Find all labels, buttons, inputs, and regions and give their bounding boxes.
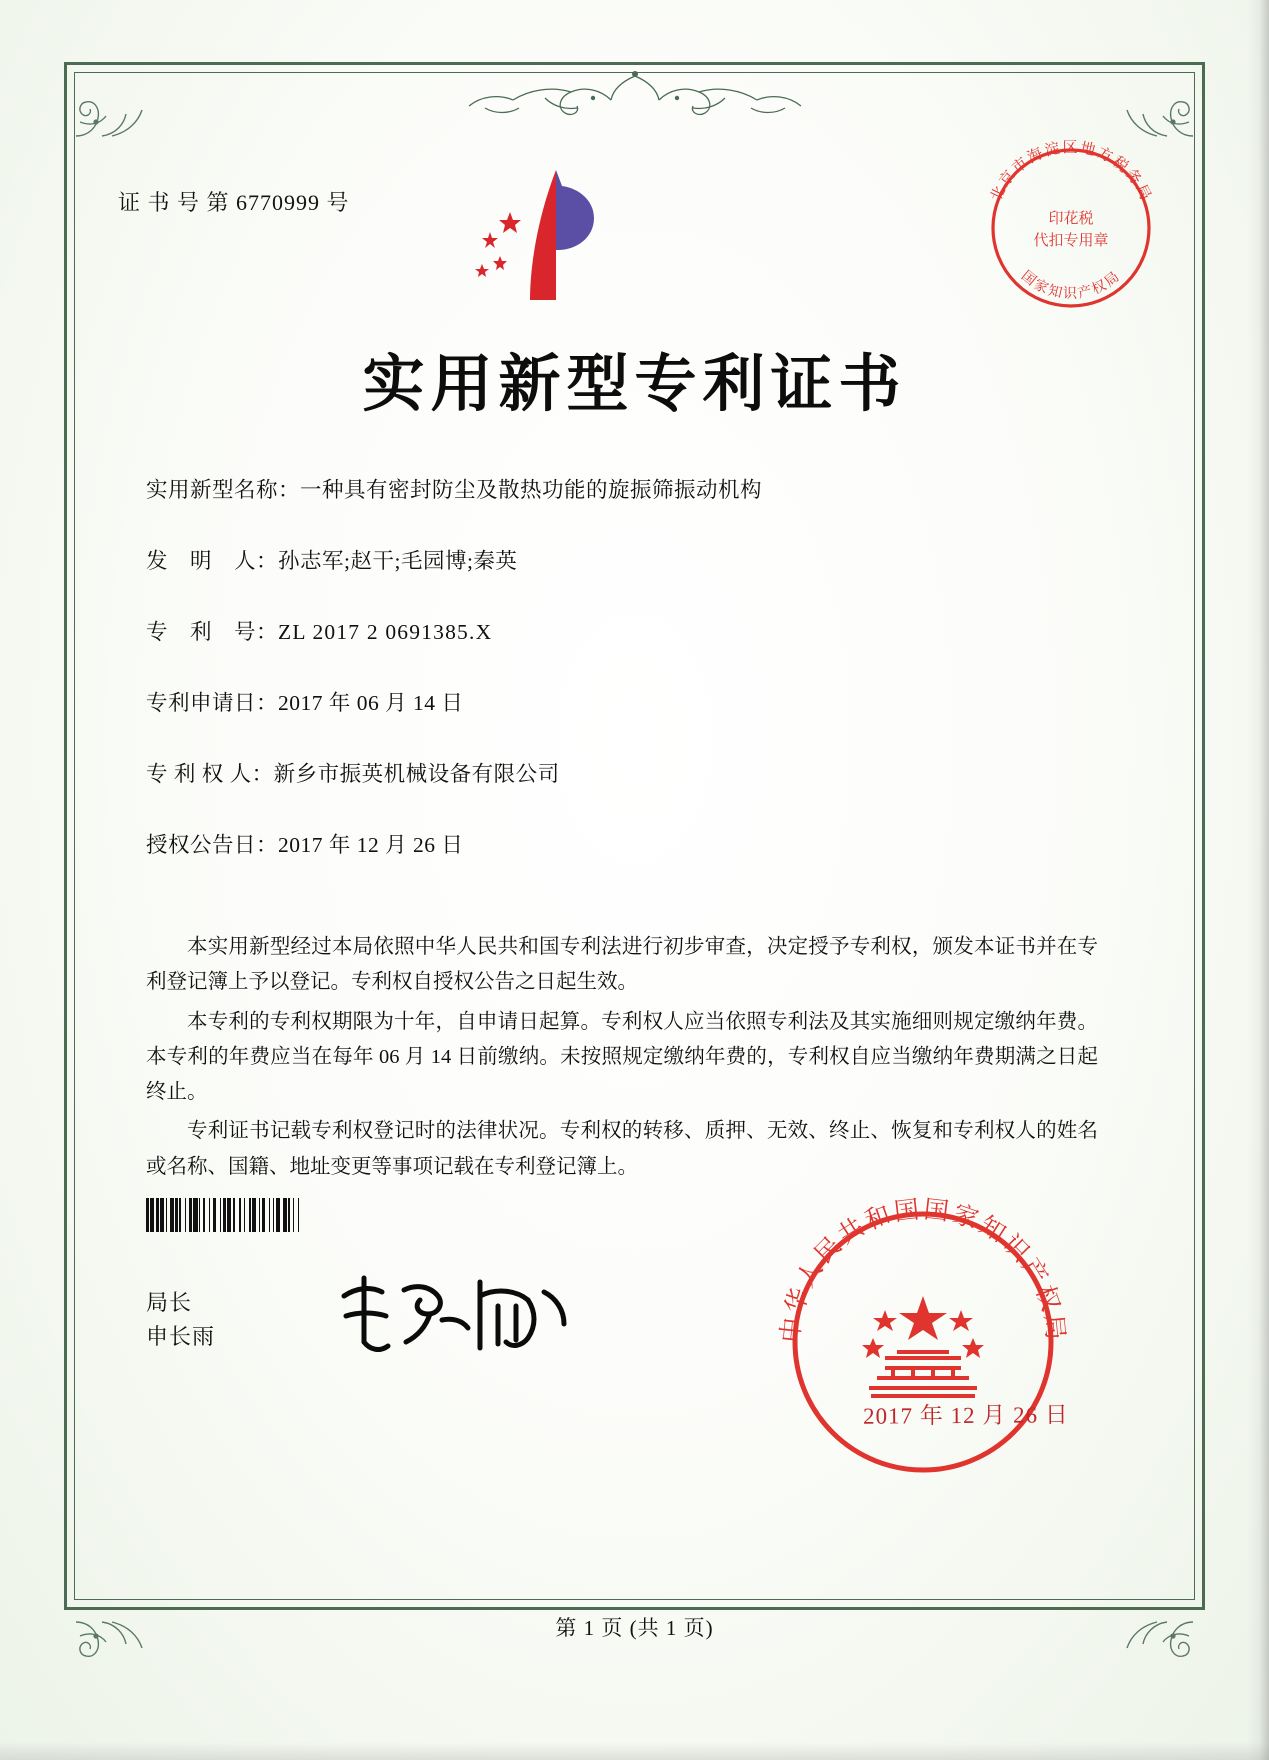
field-row (146, 830, 1106, 860)
director-signature-block (146, 1286, 215, 1354)
handwritten-signature-icon (330, 1262, 580, 1362)
field-value: 孙志军;赵干;毛园博;秦英 (278, 549, 518, 574)
svg-text:北京市海淀区地方税务局: 北京市海淀区地方税务局 (986, 138, 1156, 205)
cnipa-logo-icon (470, 160, 630, 310)
field-label: 专 利 权 人： (146, 762, 274, 787)
field-label: 授权公告日： (146, 833, 279, 858)
field-label: 实用新型名称： (146, 478, 301, 502)
field-label: 专 利 号： (146, 620, 279, 645)
field-value: 一种具有密封防尘及散热功能的旋振筛振动机构 (300, 478, 763, 502)
header-ornament-icon (425, 68, 845, 126)
director-role-label: 局长 (146, 1290, 193, 1315)
svg-text:中华人民共和国国家知识产权局: 中华人民共和国国家知识产权局 (775, 1194, 1071, 1344)
svg-text:代扣专用章: 代扣专用章 (1033, 231, 1109, 249)
scan-edge-shadow (0, 1742, 1269, 1760)
national-seal-stamp (773, 1192, 1073, 1492)
certificate-number: 证 书 号 第 6770999 号 (118, 190, 350, 215)
field-row (146, 759, 1106, 789)
scan-edge-shadow (1247, 0, 1269, 1760)
body-paragraph: 本实用新型经过本局依照中华人民共和国专利法进行初步审查，决定授予专利权，颁发本证书并在专利登记簿上予以登记。专利权自授权公告之日起生效。 (146, 936, 1098, 994)
tax-office-stamp (971, 128, 1171, 328)
page-footer: 第 1 页 (共 1 页) (555, 1616, 714, 1640)
field-value: 2017 年 06 月 14 日 (278, 691, 464, 716)
body-paragraph: 本专利的专利权期限为十年，自申请日起算。专利权人应当依照专利法及其实施细则规定缴纳年费。本专利的年费应当在每年 06 月 14 日前缴纳。未按照规定缴纳年费的，专利权自应当缴纳年费期满之日起终止。 (146, 1010, 1098, 1103)
svg-text:国家知识产权局: 国家知识产权局 (1017, 267, 1125, 302)
field-value: ZL 2017 2 0691385.X (278, 620, 493, 645)
field-value: 2017 年 12 月 26 日 (278, 833, 464, 858)
field-label: 专利申请日： (146, 691, 279, 716)
svg-text:印花税: 印花税 (1048, 209, 1094, 227)
body-text (146, 930, 1098, 1189)
field-label: 发 明 人： (146, 549, 279, 574)
seal-date: 2017 年 12 月 26 日 (863, 1402, 1070, 1429)
field-row (146, 617, 1106, 647)
barcode (146, 1198, 432, 1232)
corner-ornament-icon (72, 70, 158, 140)
body-paragraph: 专利证书记载专利权登记时的法律状况。专利权的转移、质押、无效、终止、恢复和专利权人的姓名或名称、国籍、地址变更等事项记载在专利登记簿上。 (146, 1120, 1098, 1178)
field-row (146, 475, 1106, 505)
field-row (146, 688, 1106, 718)
field-value: 新乡市振英机械设备有限公司 (273, 762, 560, 787)
field-row (146, 546, 1106, 576)
field-list (146, 475, 1106, 902)
page-title: 实用新型专利证书 (362, 347, 907, 420)
director-name: 申长雨 (146, 1324, 216, 1350)
